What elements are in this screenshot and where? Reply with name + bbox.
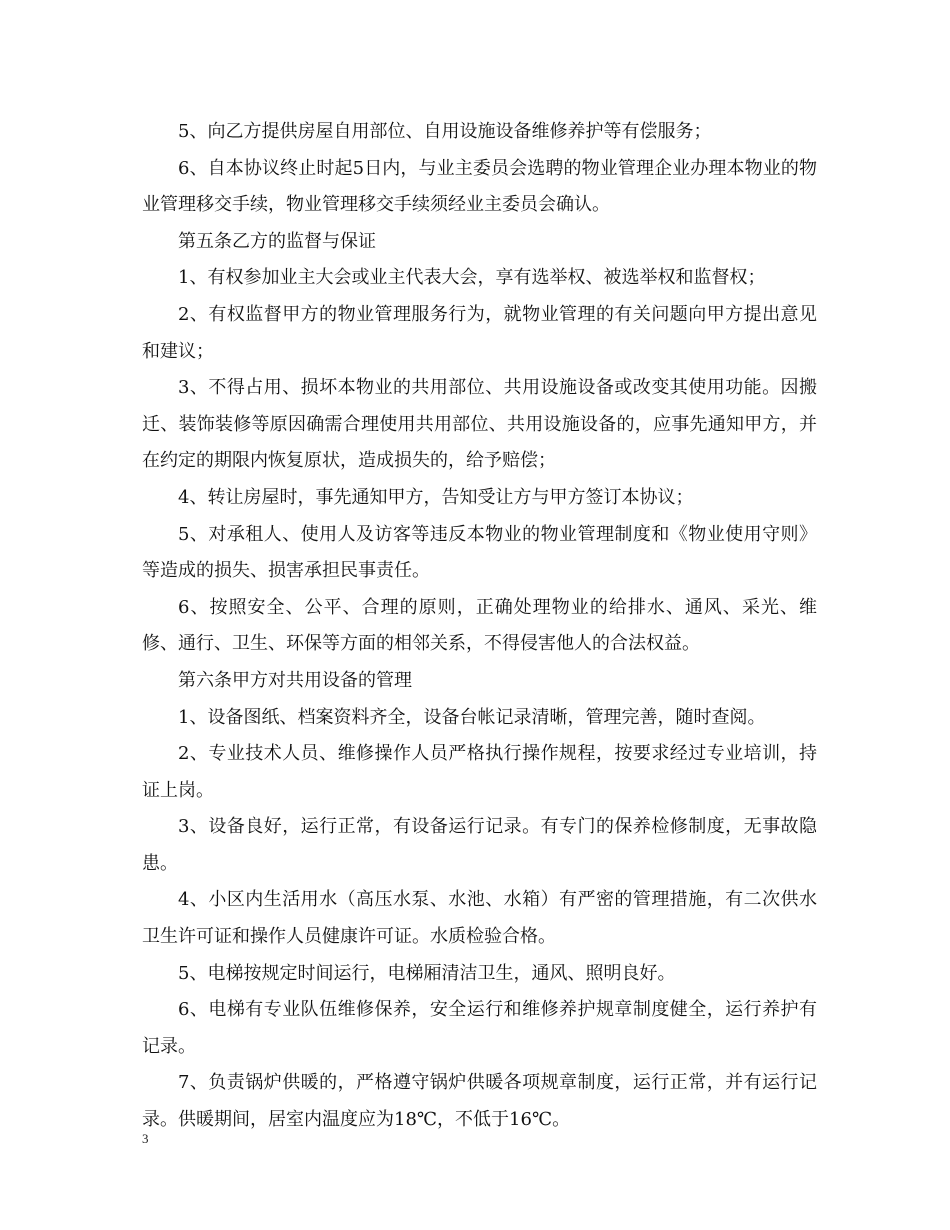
paragraph: 5、电梯按规定时间运行，电梯厢清洁卫生，通风、照明良好。 <box>178 962 676 984</box>
section-heading: 第六条甲方对共用设备的管理 <box>178 669 412 691</box>
paragraph: 6、电梯有专业队伍维修保养，安全运行和维修养护规章制度健全，运行养护有记录。 <box>142 999 817 1057</box>
paragraph: 2、专业技术人员、维修操作人员严格执行操作规程，按要求经过专业培训，持证上岗。 <box>142 743 817 801</box>
paragraph: 2、有权监督甲方的物业管理服务行为，就物业管理的有关问题向甲方提出意见和建议； <box>142 303 817 362</box>
page-number: 3 <box>142 1131 149 1146</box>
document-body <box>142 114 817 1139</box>
paragraph: 5、对承租人、使用人及访客等违反本物业的物业管理制度和《物业使用守则》等造成的损失、损害承担民事责任。 <box>142 523 817 582</box>
paragraph: 6、按照安全、公平、合理的原则，正确处理物业的给排水、通风、采光、维修、通行、卫生、环保等方面的相邻关系，不得侵害他人的合法权益。 <box>142 596 817 655</box>
paragraph: 4、转让房屋时，事先通知甲方，告知受让方与甲方签订本协议； <box>178 486 694 508</box>
paragraph: 3、不得占用、损坏本物业的共用部位、共用设施设备或改变其使用功能。因搬迁、装饰装修等原因确需合理使用共用部位、共用设施设备的，应事先通知甲方，并在约定的期限内恢复原状，造成损失的，给予赔偿； <box>142 377 817 472</box>
paragraph: 7、负责锅炉供暖的，严格遵守锅炉供暖各项规章制度，运行正常，并有运行记录。供暖期间，居室内温度应为18℃，不低于16℃。 <box>142 1072 817 1131</box>
paragraph: 3、设备良好，运行正常，有设备运行记录。有专门的保养检修制度，无事故隐患。 <box>142 816 817 874</box>
section-heading: 第五条乙方的监督与保证 <box>178 230 376 252</box>
paragraph: 6、自本协议终止时起5日内，与业主委员会选聘的物业管理企业办理本物业的物业管理移交手续，物业管理移交手续须经业主委员会确认。 <box>142 157 817 216</box>
paragraph: 4、小区内生活用水（高压水泵、水池、水箱）有严密的管理措施，有二次供水卫生许可证和操作人员健康许可证。水质检验合格。 <box>142 889 817 948</box>
paragraph: 5、向乙方提供房屋自用部位、自用设施设备维修养护等有偿服务； <box>178 121 712 142</box>
paragraph: 1、设备图纸、档案资料齐全，设备台帐记录清晰，管理完善，随时查阅。 <box>178 706 766 728</box>
paragraph: 1、有权参加业主大会或业主代表大会，享有选举权、被选举权和监督权； <box>178 267 766 289</box>
